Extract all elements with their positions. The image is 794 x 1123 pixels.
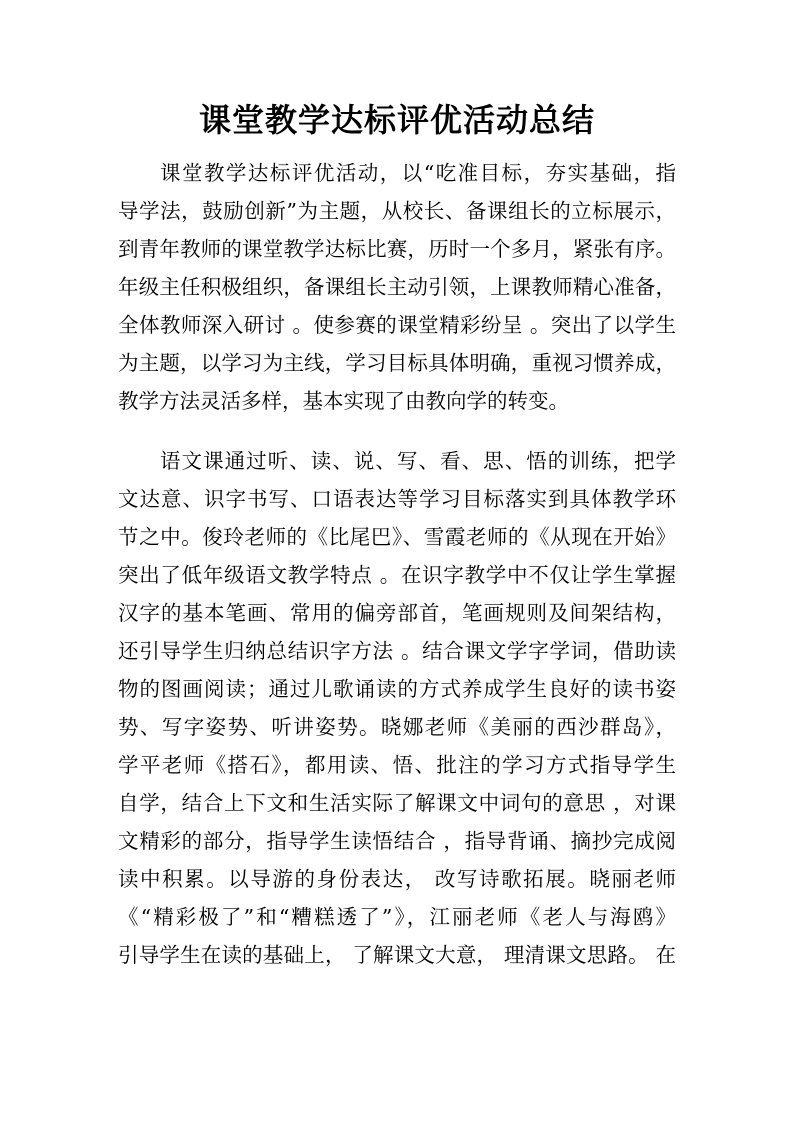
document-title: 课堂教学达标评优活动总结 [198, 101, 595, 139]
paragraph-2-line-13: 《“精彩极了”和“糟糕透了”》，江丽老师《老人与海鸥》 [118, 905, 676, 929]
paragraph-2-line-9: 学平老师《搭石》，都用读、悟、批注的学习方式指导学生 [118, 753, 676, 777]
paragraph-2-line-8: 势、写字姿势、听讲姿势。晓娜老师《美丽的西沙群岛》， [118, 715, 676, 739]
paragraph-1-line-6: 为主题，以学习为主线，学习目标具体明确，重视习惯养成， [118, 351, 676, 375]
paragraph-1-line-1: 课堂教学达标评优活动，以“吃准目标，夯实基础，指 [160, 161, 676, 185]
paragraph-2-line-10: 自学，结合上下文和生活实际了解课文中词句的意思 ，对课 [118, 791, 676, 815]
paragraph-2-line-3: 节之中。俊玲老师的《比尾巴》、雪霞老师的《从现在开始》 [118, 525, 676, 549]
paragraph-1-line-3: 到青年教师的课堂教学达标比赛，历时一个多月，紧张有序。 [118, 237, 676, 261]
paragraph-1-line-4: 年级主任积极组织，备课组长主动引领，上课教师精心准备， [118, 275, 676, 299]
paragraph-2-line-14: 引导学生在读的基础上， 了解课文大意， 理清课文思路。 在 [118, 943, 676, 967]
paragraph-2-line-1: 语文课通过听、读、说、写、看、思、悟的训练，把学 [160, 449, 676, 473]
paragraph-1-line-7: 教学方法灵活多样，基本实现了由教向学的转变。 [118, 389, 569, 413]
paragraph-2-line-6: 还引导学生归纳总结识字方法 。结合课文学字学词，借助读 [118, 639, 676, 663]
paragraph-1-line-2: 导学法，鼓励创新”为主题，从校长、备课组长的立标展示， [118, 199, 676, 223]
paragraph-2-line-2: 文达意、识字书写、口语表达等学习目标落实到具体教学环 [118, 487, 676, 511]
paragraph-1-line-5: 全体教师深入研讨 。使参赛的课堂精彩纷呈 。突出了以学生 [118, 313, 676, 337]
paragraph-2-line-4: 突出了低年级语文教学特点 。在识字教学中不仅让学生掌握 [118, 563, 676, 587]
paragraph-2-line-5: 汉字的基本笔画、常用的偏旁部首，笔画规则及间架结构， [118, 601, 676, 625]
paragraph-2-line-7: 物的图画阅读；通过儿歌诵读的方式养成学生良好的读书姿 [118, 677, 676, 701]
paragraph-2-line-11: 文精彩的部分，指导学生读悟结合 ，指导背诵、摘抄完成阅 [118, 829, 676, 853]
paragraph-2-line-12: 读中积累。以导游的身份表达， 改写诗歌拓展。晓丽老师 [118, 867, 676, 891]
